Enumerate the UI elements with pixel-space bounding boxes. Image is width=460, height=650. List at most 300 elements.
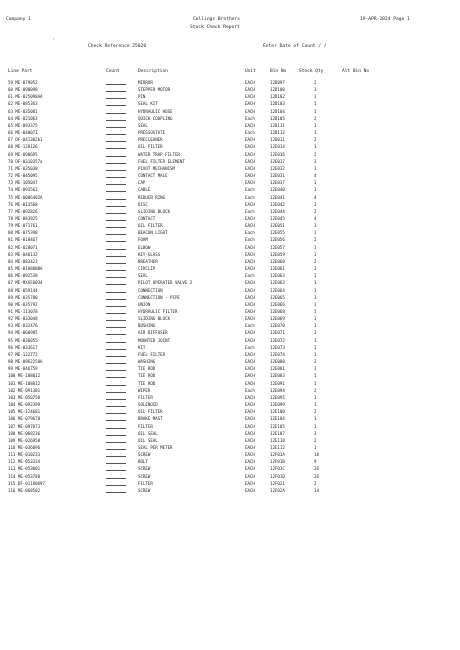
stock-qty-cell: 1 (314, 309, 317, 314)
count-entry-line[interactable] (106, 120, 126, 121)
brand-name: Collings Brothers (193, 17, 241, 22)
unit-cell: EACH (245, 101, 255, 107)
stock-qty-cell: 1 (314, 101, 317, 107)
unit-cell: EACH (245, 158, 255, 164)
count-entry-line[interactable] (106, 227, 126, 228)
bin-no-cell: 12E063 (270, 273, 285, 279)
unit-cell: Each (245, 130, 255, 136)
count-entry-line[interactable] (106, 428, 126, 429)
description-cell: KEY-GLASS (138, 251, 161, 257)
part-number: ME-MXXF0034 (15, 280, 43, 286)
bin-no-cell: 12E073 (270, 344, 285, 350)
description-cell: BUSHING (138, 323, 156, 329)
col-bin-no: Bin No (270, 69, 287, 74)
line-number: 91 (8, 309, 13, 314)
col-count: Count (106, 69, 120, 74)
stock-qty-cell: 1 (314, 402, 317, 408)
stock-qty-cell: 1 (314, 187, 317, 193)
line-number: 65 (8, 122, 13, 128)
table-row (0, 408, 460, 415)
count-entry-line[interactable] (106, 241, 126, 242)
unit-cell: EACH (245, 294, 255, 300)
date-of-count-prompt: Enter Date of Count / / (263, 44, 327, 49)
description-cell: SCREW (138, 487, 151, 493)
stock-qty-cell: 1 (314, 351, 317, 357)
part-number: DF-041302b1 (15, 137, 43, 143)
stock-qty-cell: 2 (314, 208, 317, 214)
part-number: ME-040132 (15, 251, 38, 257)
unit-cell: EACH (245, 201, 255, 207)
count-entry-line[interactable] (106, 299, 126, 300)
count-entry-line[interactable] (106, 349, 126, 350)
line-number: 105 (8, 409, 16, 415)
count-entry-line[interactable] (106, 370, 126, 371)
part-number: ME-124681 (17, 409, 41, 415)
line-part-cell (8, 208, 74, 215)
line-part-cell (8, 136, 74, 143)
part-number: ME-035792 (15, 301, 38, 307)
part-number: ME-092538 (15, 273, 38, 279)
line-number: 109 (8, 437, 16, 443)
line-number: 87 (8, 280, 13, 286)
count-entry-line[interactable] (106, 127, 126, 128)
count-entry-line[interactable] (106, 327, 126, 328)
count-entry-line[interactable] (106, 377, 126, 378)
report-title: Stock Check Report (190, 25, 240, 30)
table-row (0, 365, 460, 372)
stock-qty-cell: 3 (314, 430, 317, 436)
bin-no-cell: 12E061 (270, 266, 285, 272)
unit-cell: EACH (245, 258, 255, 264)
count-entry-line[interactable] (106, 84, 126, 85)
part-number: ME-050750 (17, 394, 41, 400)
company-label: Company 1 (6, 17, 31, 22)
stock-qty-cell: 1 (314, 244, 317, 250)
part-number: DF-01180697 (17, 480, 45, 486)
part-number: ME-020071 (15, 244, 38, 250)
line-number: 76 (8, 201, 13, 207)
part-number: ME-091381 (17, 387, 41, 393)
bin-no-cell: 12F01B (270, 459, 285, 465)
bin-no-cell: 12E099 (270, 402, 285, 408)
count-entry-line[interactable] (106, 470, 126, 471)
line-number: 67 (8, 137, 13, 143)
count-entry-line[interactable] (106, 399, 126, 400)
unit-cell: EACH (245, 108, 255, 114)
bin-no-cell: 12E059 (270, 251, 285, 257)
line-part-cell (8, 451, 74, 458)
bin-no-cell: 12E069 (270, 316, 285, 322)
description-cell: OIL FILTER (138, 223, 163, 229)
count-entry-line[interactable] (106, 170, 126, 171)
count-entry-line[interactable] (106, 478, 126, 479)
stock-qty-cell: 4 (314, 194, 317, 200)
count-entry-line[interactable] (106, 163, 126, 164)
table-row (0, 415, 460, 422)
line-number: 60 (8, 87, 13, 93)
bin-no-cell: 12D104 (270, 108, 285, 114)
count-entry-line[interactable] (106, 406, 126, 407)
table-row (0, 265, 460, 272)
line-number: 62 (8, 101, 13, 107)
count-entry-line[interactable] (106, 277, 126, 278)
count-entry-line[interactable] (106, 342, 126, 343)
table-row (0, 272, 460, 279)
stock-qty-cell: 1 (314, 394, 317, 400)
bin-no-cell: 12D112 (270, 130, 285, 136)
stock-qty-cell: 2 (314, 387, 317, 393)
line-part-cell (8, 79, 74, 86)
unit-cell: EACH (245, 466, 255, 472)
part-number: ME-036055 (15, 337, 38, 343)
line-number: 74 (8, 187, 13, 193)
bin-no-cell: 12E057 (270, 244, 285, 250)
table-row (0, 151, 460, 158)
count-entry-line[interactable] (106, 184, 126, 185)
count-entry-line[interactable] (106, 177, 126, 178)
description-cell: REDUER RING (138, 194, 166, 200)
stock-qty-cell: 1 (314, 108, 317, 114)
stock-qty-cell: 1 (314, 301, 317, 307)
part-number: ME-01088BBA (15, 266, 43, 272)
bin-no-cell: 12E100 (270, 409, 285, 415)
table-row (0, 86, 460, 93)
count-entry-line[interactable] (106, 134, 126, 135)
description-cell: DISC (138, 201, 148, 207)
count-entry-line[interactable] (106, 485, 126, 486)
count-entry-line[interactable] (106, 356, 126, 357)
stock-qty-cell: 14 (314, 487, 319, 493)
line-number: 80 (8, 230, 13, 236)
part-number: ME-035780 (15, 294, 38, 300)
table-row (0, 451, 460, 458)
stock-qty-cell: 2 (314, 151, 317, 157)
bin-no-cell: 12E051 (270, 223, 285, 229)
table-row (0, 222, 460, 229)
stock-qty-cell: 1 (314, 423, 317, 429)
count-entry-line[interactable] (106, 148, 126, 149)
description-cell: MOUNTED JOINT (138, 337, 171, 343)
unit-cell: Each (245, 344, 255, 350)
bin-no-cell: 12E065 (270, 294, 285, 300)
count-entry-line[interactable] (106, 156, 126, 157)
count-entry-line[interactable] (106, 463, 126, 464)
line-part-cell (8, 272, 74, 279)
line-part-cell (8, 358, 74, 365)
unit-cell: Each (245, 387, 255, 393)
line-number: 83 (8, 251, 13, 257)
line-part-cell (8, 165, 74, 172)
count-entry-line[interactable] (106, 113, 126, 114)
unit-cell: Each (245, 273, 255, 279)
bin-no-cell: 12F01D (270, 473, 285, 479)
line-part-cell (8, 458, 74, 465)
line-part-cell (8, 437, 74, 444)
count-entry-line[interactable] (106, 442, 126, 443)
line-part-cell (8, 408, 74, 415)
stray-mark: , (52, 36, 55, 41)
stock-qty-cell: 1 (314, 316, 317, 322)
line-number: 78 (8, 215, 13, 221)
stock-qty-cell: 2 (314, 437, 317, 443)
part-number: ME-083423 (15, 258, 38, 264)
count-entry-line[interactable] (106, 334, 126, 335)
line-number: 77 (8, 208, 13, 214)
table-row (0, 158, 460, 165)
line-number: 88 (8, 287, 13, 293)
stock-qty-cell: 2 (314, 359, 317, 365)
count-entry-line[interactable] (106, 320, 126, 321)
part-number: ME-036096 (17, 444, 41, 450)
table-row (0, 430, 460, 437)
part-number: ME-045095 (15, 173, 38, 179)
count-entry-line[interactable] (106, 256, 126, 257)
count-entry-line[interactable] (106, 306, 126, 307)
bin-no-cell: 12D011 (270, 137, 285, 143)
line-number: 110 (8, 444, 16, 450)
line-number: 72 (8, 173, 13, 179)
count-entry-line[interactable] (106, 199, 126, 200)
part-number: ME-053788 (17, 473, 41, 479)
description-cell: FILTER (138, 423, 153, 429)
line-part-cell (8, 158, 74, 165)
count-entry-line[interactable] (106, 385, 126, 386)
bin-no-cell: 12E031 (270, 173, 285, 179)
part-number: ME-059144 (15, 287, 38, 293)
count-entry-line[interactable] (106, 263, 126, 264)
unit-cell: EACH (245, 266, 255, 272)
bin-no-cell: 12F021 (270, 480, 285, 486)
part-number: ME-071761 (15, 223, 38, 229)
table-row (0, 394, 460, 401)
description-cell: PRESSOSTATE (138, 130, 166, 136)
stock-qty-cell: 9 (314, 459, 317, 465)
line-part-cell (8, 337, 74, 344)
count-entry-line[interactable] (106, 413, 126, 414)
line-part-cell (8, 423, 74, 430)
unit-cell: EACH (245, 430, 255, 436)
line-part-cell (8, 265, 74, 272)
count-entry-line[interactable] (106, 420, 126, 421)
line-number: 112 (8, 459, 16, 465)
count-entry-line[interactable] (106, 270, 126, 271)
description-cell: ELBOW (138, 244, 151, 250)
description-cell: CIRCLIP (138, 266, 156, 272)
description-cell: QUICK COUPLING (138, 115, 173, 121)
bin-no-cell: 12E094 (270, 387, 285, 393)
unit-cell: EACH (245, 473, 255, 479)
bin-no-cell: 12E055 (270, 230, 285, 236)
line-number: 98 (8, 359, 13, 365)
unit-cell: EACH (245, 487, 255, 493)
count-entry-line[interactable] (106, 141, 126, 142)
line-number: 63 (8, 108, 13, 114)
bin-no-cell: 12E060 (270, 258, 285, 264)
line-part-cell (8, 380, 74, 387)
line-number: 96 (8, 344, 13, 350)
bin-no-cell: 12E016 (270, 151, 285, 157)
table-row (0, 258, 460, 265)
description-cell: SEAL (138, 273, 148, 279)
stock-qty-cell: 1 (314, 294, 317, 300)
count-entry-line[interactable] (106, 213, 126, 214)
part-number: ME-090695 (15, 151, 38, 157)
stock-qty-cell: 2 (314, 201, 317, 207)
bin-no-cell: 12E083 (270, 373, 285, 379)
table-row (0, 122, 460, 129)
bin-no-cell: 12F02A (270, 487, 285, 493)
unit-cell: EACH (245, 80, 255, 85)
table-row (0, 279, 460, 286)
stock-qty-cell: 4 (314, 215, 317, 221)
unit-cell: EACH (245, 351, 255, 357)
count-entry-line[interactable] (106, 105, 126, 106)
unit-cell: EACH (245, 144, 255, 150)
bin-no-cell: 12D100 (270, 87, 285, 93)
stock-qty-cell: 2 (314, 137, 317, 143)
bin-no-cell: 12D105 (270, 115, 285, 121)
unit-cell: EACH (245, 223, 255, 229)
line-part-cell (8, 244, 74, 251)
line-part-cell (8, 93, 74, 100)
line-part-cell (8, 473, 74, 480)
description-cell: SCREW (138, 473, 151, 479)
count-entry-line[interactable] (106, 249, 126, 250)
unit-cell: EACH (245, 280, 255, 286)
line-number: 100 (8, 373, 16, 379)
line-part-cell (8, 151, 74, 158)
description-cell: SLIDING BLOCK (138, 316, 171, 322)
description-cell: SCREW (138, 466, 151, 472)
unit-cell: EACH (245, 309, 255, 314)
count-entry-line[interactable] (106, 98, 126, 99)
col-description: Description (138, 69, 168, 74)
stock-qty-cell: 1 (314, 344, 317, 350)
count-entry-line[interactable] (106, 492, 126, 493)
table-row (0, 165, 460, 172)
unit-cell: Each (245, 115, 255, 121)
part-number: ME-046759 (15, 366, 38, 372)
unit-cell: EACH (245, 244, 255, 250)
col-unit: Unit (245, 69, 256, 74)
unit-cell: EACH (245, 459, 255, 465)
description-cell: TIE ROD (138, 380, 156, 386)
bin-no-cell: 12E081 (270, 366, 285, 372)
part-number: ME-068502 (17, 487, 41, 493)
table-row (0, 172, 460, 179)
part-number: ME-085363 (15, 101, 38, 107)
stock-qty-cell: 26 (314, 473, 319, 479)
count-entry-line[interactable] (106, 91, 126, 92)
line-part-cell (8, 387, 74, 394)
part-number: ME-032476 (15, 323, 38, 329)
part-number: ME-013568 (15, 201, 38, 207)
line-part-cell (8, 351, 74, 358)
line-part-cell (8, 430, 74, 437)
part-number: DF-0310357a (15, 158, 43, 164)
line-part-cell (8, 143, 74, 150)
count-entry-line[interactable] (106, 191, 126, 192)
description-cell: CABLE (138, 187, 151, 193)
table-row (0, 315, 460, 322)
part-number: ME-083925 (15, 215, 38, 221)
part-number: ME-113078 (15, 309, 38, 314)
line-part-cell (8, 322, 74, 329)
line-number: 97 (8, 351, 13, 357)
stock-qty-cell: 1 (314, 273, 317, 279)
table-row (0, 251, 460, 258)
count-entry-line[interactable] (106, 392, 126, 393)
line-number: 66 (8, 130, 13, 136)
description-cell: BRAKE MAST (138, 416, 163, 422)
line-number: 73 (8, 180, 13, 186)
bin-no-cell: 12E095 (270, 394, 285, 400)
stock-qty-cell: 1 (314, 130, 317, 136)
line-part-cell (8, 301, 74, 308)
col-stock-qty: Stock Qty (299, 69, 324, 74)
table-row (0, 337, 460, 344)
description-cell: OIL FILTER (138, 144, 163, 150)
bin-no-cell: 12E056 (270, 237, 285, 243)
count-entry-line[interactable] (106, 456, 126, 457)
bin-no-cell: 12E080 (270, 359, 285, 365)
line-part-cell (8, 394, 74, 401)
unit-cell: EACH (245, 215, 255, 221)
table-row (0, 100, 460, 107)
description-cell: CONNECTION (138, 287, 163, 293)
count-entry-line[interactable] (106, 284, 126, 285)
check-reference: Check Reference 25020 (88, 44, 147, 49)
description-cell: HYDRAULIC FILTER (138, 309, 178, 314)
bin-no-cell: 12E091 (270, 380, 285, 386)
line-part-cell (8, 215, 74, 222)
bin-no-cell: 12D102 (270, 94, 285, 100)
stock-qty-cell: 1 (314, 94, 317, 100)
count-entry-line[interactable] (106, 363, 126, 364)
bin-no-cell: 12E074 (270, 351, 285, 357)
line-part-cell (8, 201, 74, 208)
count-entry-line[interactable] (106, 206, 126, 207)
count-entry-line[interactable] (106, 313, 126, 314)
bin-no-cell: 12E037 (270, 180, 285, 186)
description-cell: TIE ROD (138, 366, 156, 372)
count-entry-line[interactable] (106, 292, 126, 293)
count-entry-line[interactable] (106, 220, 126, 221)
line-number: 82 (8, 244, 13, 250)
line-part-cell (8, 129, 74, 136)
part-number: ME-025098AA (15, 94, 43, 100)
count-entry-line[interactable] (106, 234, 126, 235)
description-cell: FOAM (138, 237, 148, 243)
stock-qty-cell: 2 (314, 80, 317, 85)
line-part-cell (8, 172, 74, 179)
description-cell: FUEL FILTER (138, 351, 166, 357)
table-row (0, 480, 460, 487)
line-number: 102 (8, 387, 16, 393)
part-number: ME-053334 (17, 459, 41, 465)
count-entry-line[interactable] (106, 435, 126, 436)
table-row (0, 322, 460, 329)
line-part-cell (8, 308, 74, 315)
unit-cell: EACH (245, 94, 255, 100)
count-entry-line[interactable] (106, 449, 126, 450)
line-number: 75 (8, 194, 13, 200)
unit-cell: EACH (245, 165, 255, 171)
line-part-cell (8, 115, 74, 122)
part-number: ME-092399 (17, 402, 41, 408)
line-number: 86 (8, 273, 13, 279)
line-part-cell (8, 372, 74, 379)
